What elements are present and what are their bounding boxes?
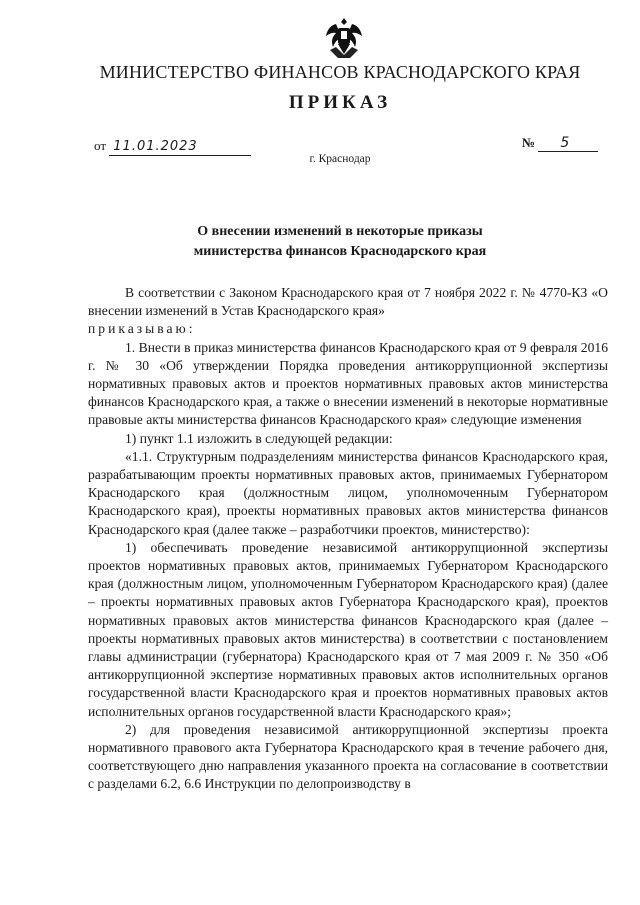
city: г. Краснодар xyxy=(309,153,371,165)
number-label: № xyxy=(522,135,536,150)
decree-word: приказываю: xyxy=(88,321,196,337)
document-type: ПРИКАЗ xyxy=(288,92,392,113)
ministry-name: МИНИСТЕРСТВО ФИНАНСОВ КРАСНОДАРСКОГО КРАЯ xyxy=(99,62,581,82)
number-field xyxy=(522,135,598,152)
paragraph-3: «1.1. Структурным подразделениям министерства финансов Краснодарского края, разрабатывающим проекты нормативных правовых актов, принимаемых Губернатором Краснодарского края (должностным лицом, уполномоченным Губернатором Краснодарского края), проекты нормативных правовых актов министерства финансов Краснодарского края (далее также – разработчики проектов, министерство): xyxy=(88,448,608,537)
subject-line-2: министерства финансов Краснодарского края xyxy=(193,244,487,259)
from-label: от xyxy=(94,138,107,153)
document-subject xyxy=(0,222,640,262)
intro-paragraph: В соответствии с Законом Краснодарского края от 7 ноября 2022 г. № 4770-КЗ «О внесении изменений в Устав Краснодарского края» xyxy=(88,285,608,319)
paragraph-4: 1) обеспечивать проведение независимой антикоррупционной экспертизы проектов нормативных правовых актов, принимаемых Губернатором Краснодарского края (должностным лицом, уполномоченным Губернатором Краснодарского края) (далее – проекты нормативных правовых актов Губернатора Краснодарского края), проектов нормативных правовых актов министерства финансов Краснодарского края (далее – проекты нормативных правовых актов министерства) в соответствии с постановлением главы администрации (губернатора) Краснодарского края от 7 мая 2009 г. № 350 «Об антикоррупционной экспертизе нормативных правовых актов исполнительных органов государственной власти Краснодарского края и проектов нормативных правовых актов исполнительных органов государственной власти Краснодарского края»; xyxy=(88,539,608,719)
paragraph-2: 1) пункт 1.1 изложить в следующей редакции: xyxy=(125,430,393,446)
order-date: 11.01.2023 xyxy=(109,139,251,156)
paragraph-1: 1. Внести в приказ министерства финансов Краснодарского края от 9 февраля 2016 г. № 30 «Об утверждении Порядка проведения антикоррупционной экспертизы нормативных правовых актов и проектов нормативных правовых актов министерства финансов Краснодарского края, а также о внесении изменений в некоторые нормативные правовые акты министерства финансов Краснодарского края» следующие изменения xyxy=(88,339,608,428)
coat-of-arms-icon xyxy=(322,16,366,62)
paragraph-5: 2) для проведения независимой антикоррупционной экспертизы проекта нормативного правового акта Губернатора Краснодарского края в течение рабочего дня, соответствующего дню направления указанного проекта на согласование в соответствии с разделами 6.2, 6.6 Инструкции по делопроизводству в xyxy=(88,721,608,792)
document-body xyxy=(88,284,608,794)
subject-line-1: О внесении изменений в некоторые приказы xyxy=(197,224,483,239)
order-number: 5 xyxy=(538,135,598,152)
